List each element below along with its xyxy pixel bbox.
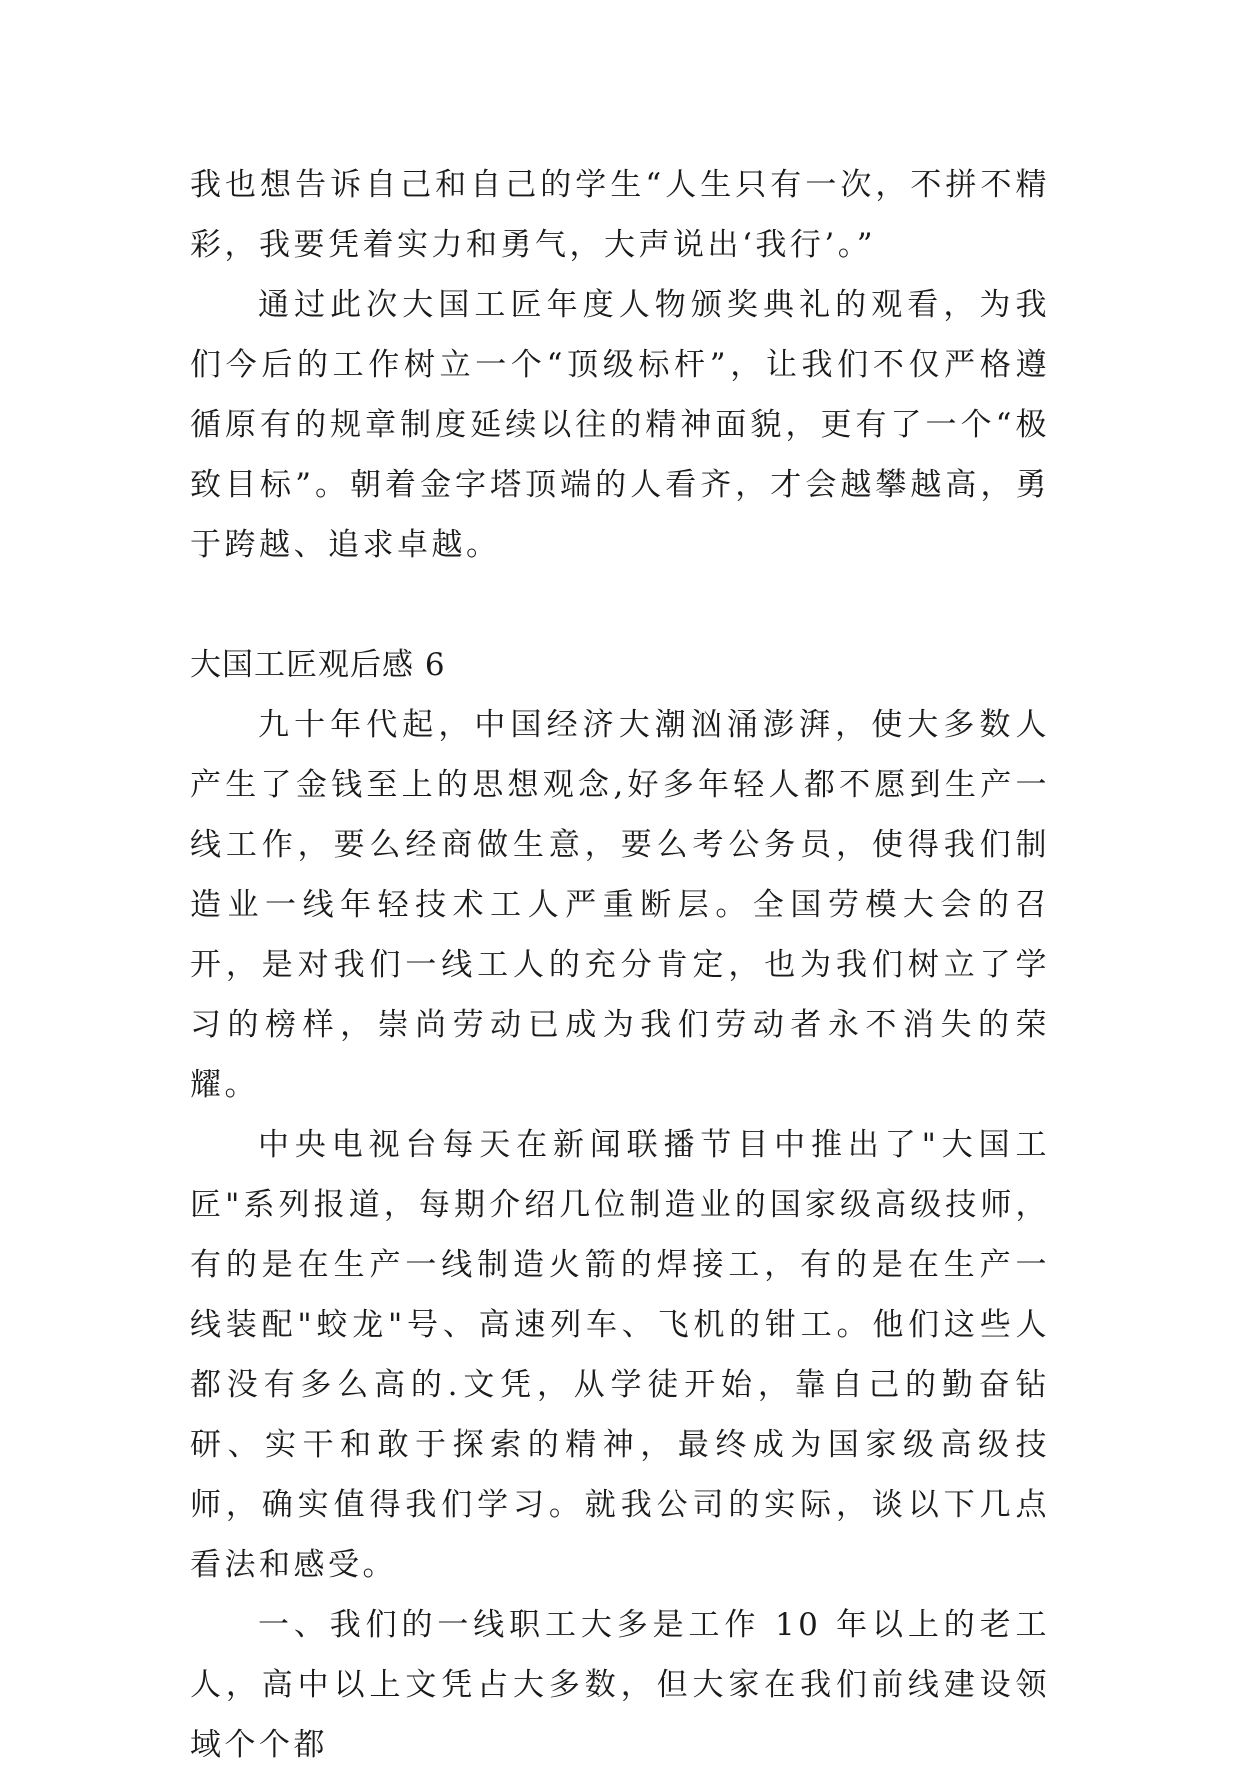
document-body <box>190 155 1050 1775</box>
paragraph-quote: 我也想告诉自己和自己的学生“人生只有一次，不拼不精彩，我要凭着实力和勇气，大声说出‘我行’。” <box>190 167 1050 263</box>
paragraph-cctv: 中央电视台每天在新闻联播节目中推出了"大国工匠"系列报道，每期介绍几位制造业的国家级高级技师，有的是在生产一线制造火箭的焊接工，有的是在生产一线装配"蛟龙"号、高速列车、飞机的钳工。他们这些人都没有多么高的.文凭，从学徒开始，靠自己的勤奋钻研、实干和敢于探索的精神，最终成为国家级高级技师，确实值得我们学习。就我公司的实际，谈以下几点看法和感受。 <box>190 1127 1050 1583</box>
paragraph-ceremony: 通过此次大国工匠年度人物颁奖典礼的观看，为我们今后的工作树立一个“顶级标杆”，让我们不仅严格遵循原有的规章制度延续以往的精神面貌，更有了一个“极致目标”。朝着金字塔顶端的人看齐，才会越攀越高，勇于跨越、追求卓越。 <box>190 287 1050 563</box>
section-title: 大国工匠观后感 6 <box>190 647 446 683</box>
paragraph-point-one: 一、我们的一线职工大多是工作 10 年以上的老工人，高中以上文凭占大多数，但大家在我们前线建设领域个个都 <box>190 1607 1050 1763</box>
paragraph-nineties: 九十年代起，中国经济大潮汹涌澎湃，使大多数人产生了金钱至上的思想观念,好多年轻人都不愿到生产一线工作，要么经商做生意，要么考公务员，使得我们制造业一线年轻技术工人严重断层。全国劳模大会的召开，是对我们一线工人的充分肯定，也为我们树立了学习的榜样，崇尚劳动已成为我们劳动者永不消失的荣耀。 <box>190 707 1050 1103</box>
